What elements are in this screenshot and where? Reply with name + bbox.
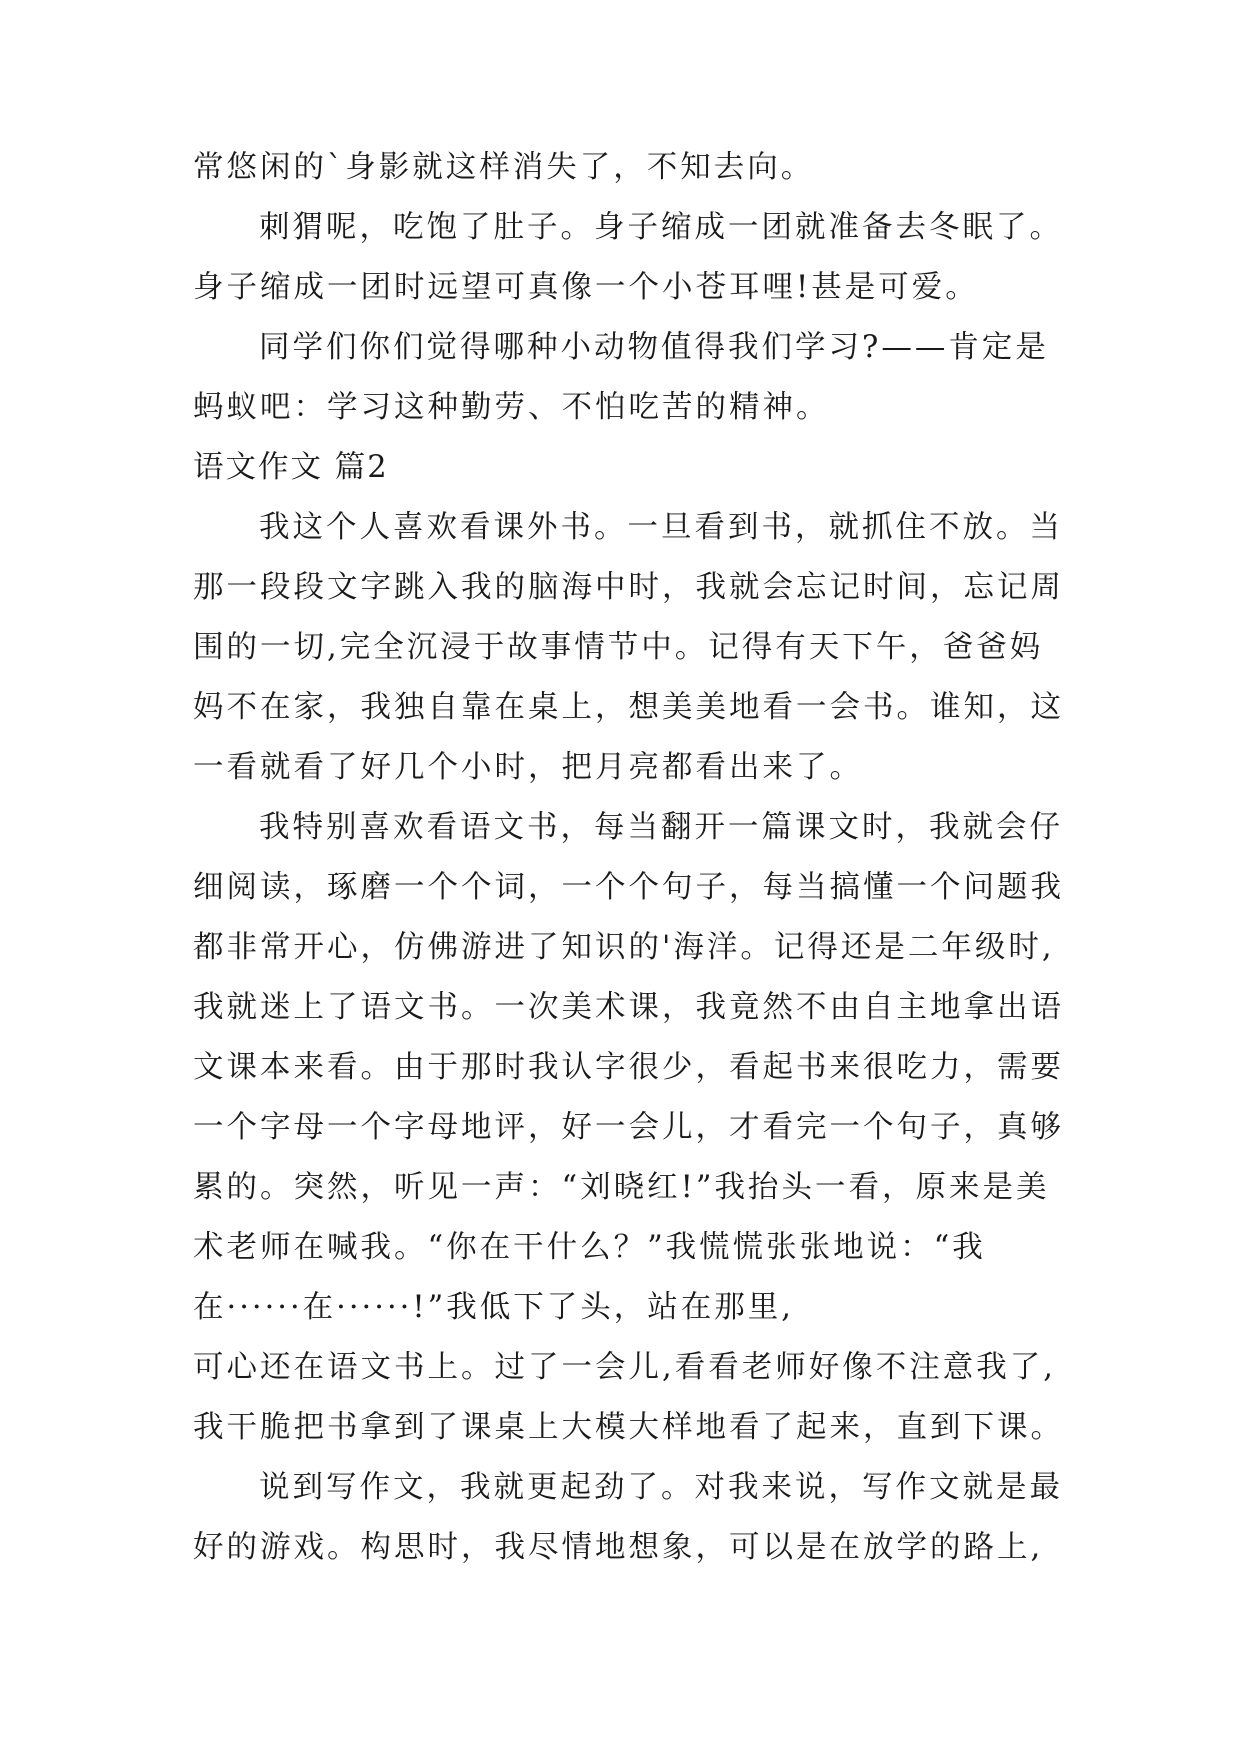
text-line: 那一段段文字跳入我的脑海中时，我就会忘记时间，忘记周 <box>193 570 1064 605</box>
text-line: 累的。突然，听见一声：“刘晓红!”我抬头一看，原来是美 <box>193 1170 1050 1205</box>
text-line: 一看就看了好几个小时，把月亮都看出来了。 <box>193 750 863 785</box>
text-line: 刺猬呢，吃饱了肚子。身子缩成一团就准备去冬眠了。 <box>259 210 1063 245</box>
text-line: 我就迷上了语文书。一次美术课，我竟然不由自主地拿出语 <box>193 990 1064 1025</box>
text-line: 在······在······!”我低下了头，站在那里, <box>193 1290 794 1325</box>
text-line: 围的一切,完全沉浸于故事情节中。记得有天下午，爸爸妈 <box>193 630 1044 665</box>
text-line: 身子缩成一团时远望可真像一个小苍耳哩!甚是可爱。 <box>193 270 979 305</box>
text-line: 术老师在喊我。“你在干什么？”我慌慌张张地说：“我 <box>193 1230 986 1265</box>
text-line: 细阅读，琢磨一个个词，一个个句子，每当搞懂一个问题我 <box>193 870 1064 905</box>
text-line: 都非常开心，仿佛游进了知识的'海洋。记得还是二年级时, <box>193 930 1055 965</box>
text-line: 我特别喜欢看语文书，每当翻开一篇课文时，我就会仔 <box>259 810 1063 845</box>
section-heading: 语文作文 篇2 <box>193 450 389 485</box>
text-line: 同学们你们觉得哪种小动物值得我们学习?——肯定是 <box>259 330 1049 365</box>
text-line: 一个字母一个字母地评，好一会儿，才看完一个句子，真够 <box>193 1110 1064 1145</box>
text-line: 蚂蚁吧：学习这种勤劳、不怕吃苦的精神。 <box>193 390 830 425</box>
text-line: 说到写作文，我就更起劲了。对我来说，写作文就是最 <box>259 1470 1063 1505</box>
text-line: 好的游戏。构思时，我尽情地想象，可以是在放学的路上, <box>193 1530 1044 1565</box>
text-line: 可心还在语文书上。过了一会儿,看看老师好像不注意我了, <box>193 1350 1056 1385</box>
text-line: 我这个人喜欢看课外书。一旦看到书，就抓住不放。当 <box>259 510 1063 545</box>
text-line: 我干脆把书拿到了课桌上大模大样地看了起来，直到下课。 <box>193 1410 1064 1445</box>
text-line: 妈不在家，我独自靠在桌上，想美美地看一会书。谁知，这 <box>193 690 1064 725</box>
text-line: 文课本来看。由于那时我认字很少，看起书来很吃力，需要 <box>193 1050 1064 1085</box>
text-line: 常悠闲的`身影就这样消失了，不知去向。 <box>193 150 815 185</box>
document-body <box>193 138 1073 1578</box>
